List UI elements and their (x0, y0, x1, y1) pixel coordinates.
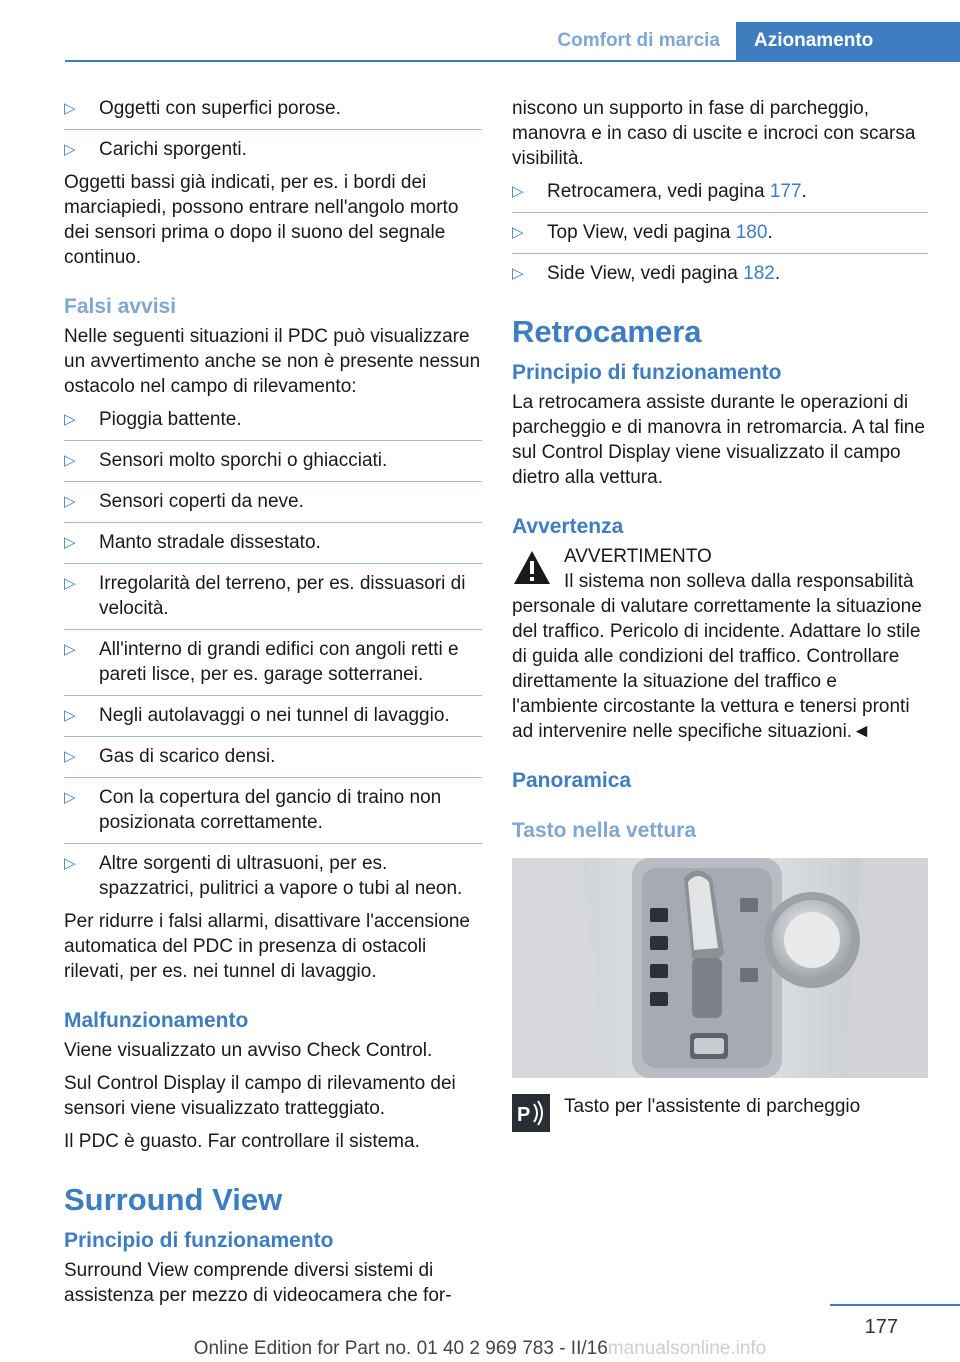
warning-block (512, 544, 928, 569)
list-item: ▷ Retrocamera, vedi pagina 177. (512, 181, 807, 202)
list-divider (64, 695, 482, 696)
heading-avvertenza: Avvertenza (512, 515, 624, 538)
list-item: ▷ All'interno di grandi edifici con angoli retti e pareti lisce, per es. garage sotterranei. (64, 639, 459, 685)
paragraph: niscono un supporto in fase di parcheggio, manovra e in caso di uscite e incroci con scarsa visibilità. (512, 98, 916, 169)
bullet-triangle-icon: ▷ (64, 141, 76, 158)
console-photo (512, 858, 928, 1078)
list-divider (512, 253, 928, 254)
list-divider (64, 129, 482, 130)
heading-surround-view: Surround View (64, 1182, 283, 1217)
bullet-triangle-icon: ▷ (64, 641, 76, 658)
list-divider (64, 563, 482, 564)
section-tab: Comfort di marcia (557, 30, 720, 51)
paragraph: Viene visualizzato un avviso Check Control. (64, 1040, 433, 1061)
list-divider (512, 212, 928, 213)
chapter-tab: Azionamento (736, 22, 960, 60)
right-column (512, 96, 928, 1134)
bullet-triangle-icon: ▷ (64, 411, 76, 428)
paragraph: Nelle seguenti situazioni il PDC può visualizzare un avvertimento anche se non è presente nessun ostacolo nel campo di rilevamento: (64, 326, 481, 397)
list-divider (64, 522, 482, 523)
list-item: ▷ Gas di scarico densi. (64, 746, 276, 767)
paragraph: Oggetti bassi già indicati, per es. i bordi dei marciapiedi, possono entrare nell'angolo morto dei sensori prima o dopo il suono del segnale continuo. (64, 172, 459, 268)
edition-line: Online Edition for Part no. 01 40 2 969 783 - II/16manualsonline.info (193, 1338, 767, 1359)
heading-panoramica: Panoramica (512, 769, 632, 792)
list-item: ▷ Pioggia battente. (64, 409, 242, 430)
page-footer (0, 1300, 960, 1362)
list-item: ▷ Oggetti con superfici porose. (64, 98, 341, 119)
paragraph: Il PDC è guasto. Far controllare il sistema. (64, 1131, 420, 1152)
paragraph: Sul Control Display il campo di rilevamento dei sensori viene visualizzato tratteggiato. (64, 1073, 456, 1119)
list-divider (64, 777, 482, 778)
svg-text:P: P (517, 1104, 531, 1126)
bullet-triangle-icon: ▷ (64, 452, 76, 469)
list-divider (64, 843, 482, 844)
heading-principio: Principio di funzionamento (512, 361, 782, 384)
parking-assist-key-icon[interactable] (512, 1094, 550, 1132)
heading-retrocamera: Retrocamera (512, 314, 702, 349)
heading-falsi-avvisi: Falsi avvisi (64, 295, 177, 318)
bullet-triangle-icon: ▷ (64, 707, 76, 724)
bullet-triangle-icon: ▷ (64, 855, 76, 872)
list-divider (64, 481, 482, 482)
list-divider (64, 440, 482, 441)
page-link[interactable]: 177 (769, 181, 802, 202)
parking-assist-key-row (512, 1094, 928, 1134)
header-rule (65, 60, 960, 62)
list-item: ▷ Con la copertura del gancio di traino non posizionata correttamente. (64, 787, 442, 833)
key-label: Tasto per l'assistente di parcheggio (564, 1096, 861, 1117)
watermark: manualsonline.info (607, 1338, 767, 1359)
list-item: ▷ Top View, vedi pagina 180. (512, 222, 773, 243)
list-item: ▷ Sensori molto sporchi o ghiacciati. (64, 450, 388, 471)
paragraph: La retrocamera assiste durante le operazioni di parcheggio e di manovra in retromarcia. A tal fine sul Control Display viene visualizzato il campo dietro alla vettura. (512, 392, 925, 488)
bullet-triangle-icon: ▷ (64, 575, 76, 592)
heading-principio: Principio di funzionamento (64, 1229, 334, 1252)
page-number: 177 (864, 1316, 898, 1338)
list-item: ▷ Carichi sporgenti. (64, 139, 247, 160)
list-item: ▷ Side View, vedi pagina 182. (512, 263, 781, 284)
list-divider (64, 629, 482, 630)
bullet-triangle-icon: ▷ (512, 265, 524, 282)
bullet-triangle-icon: ▷ (64, 789, 76, 806)
paragraph: Surround View comprende diversi sistemi di assistenza per mezzo di videocamera che for- (64, 1260, 452, 1306)
bullet-triangle-icon: ▷ (512, 183, 524, 200)
heading-malfunzionamento: Malfunzionamento (64, 1009, 249, 1032)
warning-icon (512, 548, 552, 588)
bullet-triangle-icon: ▷ (64, 100, 76, 117)
list-item: ▷ Negli autolavaggi o nei tunnel di lavaggio. (64, 705, 450, 726)
page-header (65, 0, 960, 62)
left-column (64, 96, 482, 1316)
bullet-triangle-icon: ▷ (64, 534, 76, 551)
page-link[interactable]: 182 (743, 263, 775, 284)
heading-tasto: Tasto nella vettura (512, 819, 696, 842)
list-item: ▷ Irregolarità del terreno, per es. dissuasori di velocità. (64, 573, 466, 619)
bullet-triangle-icon: ▷ (64, 493, 76, 510)
list-divider (64, 736, 482, 737)
bullet-triangle-icon: ▷ (512, 224, 524, 241)
warning-text: Il sistema non solleva dalla responsabilità personale di valutare correttamente la situazione del traffico. Pericolo di incidente. Adattare lo stile di guida alle condizioni del traffico. Controllare direttamente la situazione del traffico e l'ambiente circostante la vettura e tenersi pronti ad intervenire nelle specifiche situazioni.◄ (512, 571, 922, 742)
list-item: ▷ Sensori coperti da neve. (64, 491, 304, 512)
warning-title: AVVERTIMENTO (564, 546, 712, 567)
list-item: ▷ Manto stradale dissestato. (64, 532, 321, 553)
list-item: ▷ Altre sorgenti di ultrasuoni, per es. spazzatrici, pulitrici a vapore o tubi al neon. (64, 853, 463, 899)
paragraph: Per ridurre i falsi allarmi, disattivare l'accensione automatica del PDC in presenza di ostacoli rilevati, per es. nei tunnel di lavaggio. (64, 911, 470, 982)
page-link[interactable]: 180 (735, 222, 768, 243)
footer-rule (830, 1304, 960, 1306)
bullet-triangle-icon: ▷ (64, 748, 76, 765)
